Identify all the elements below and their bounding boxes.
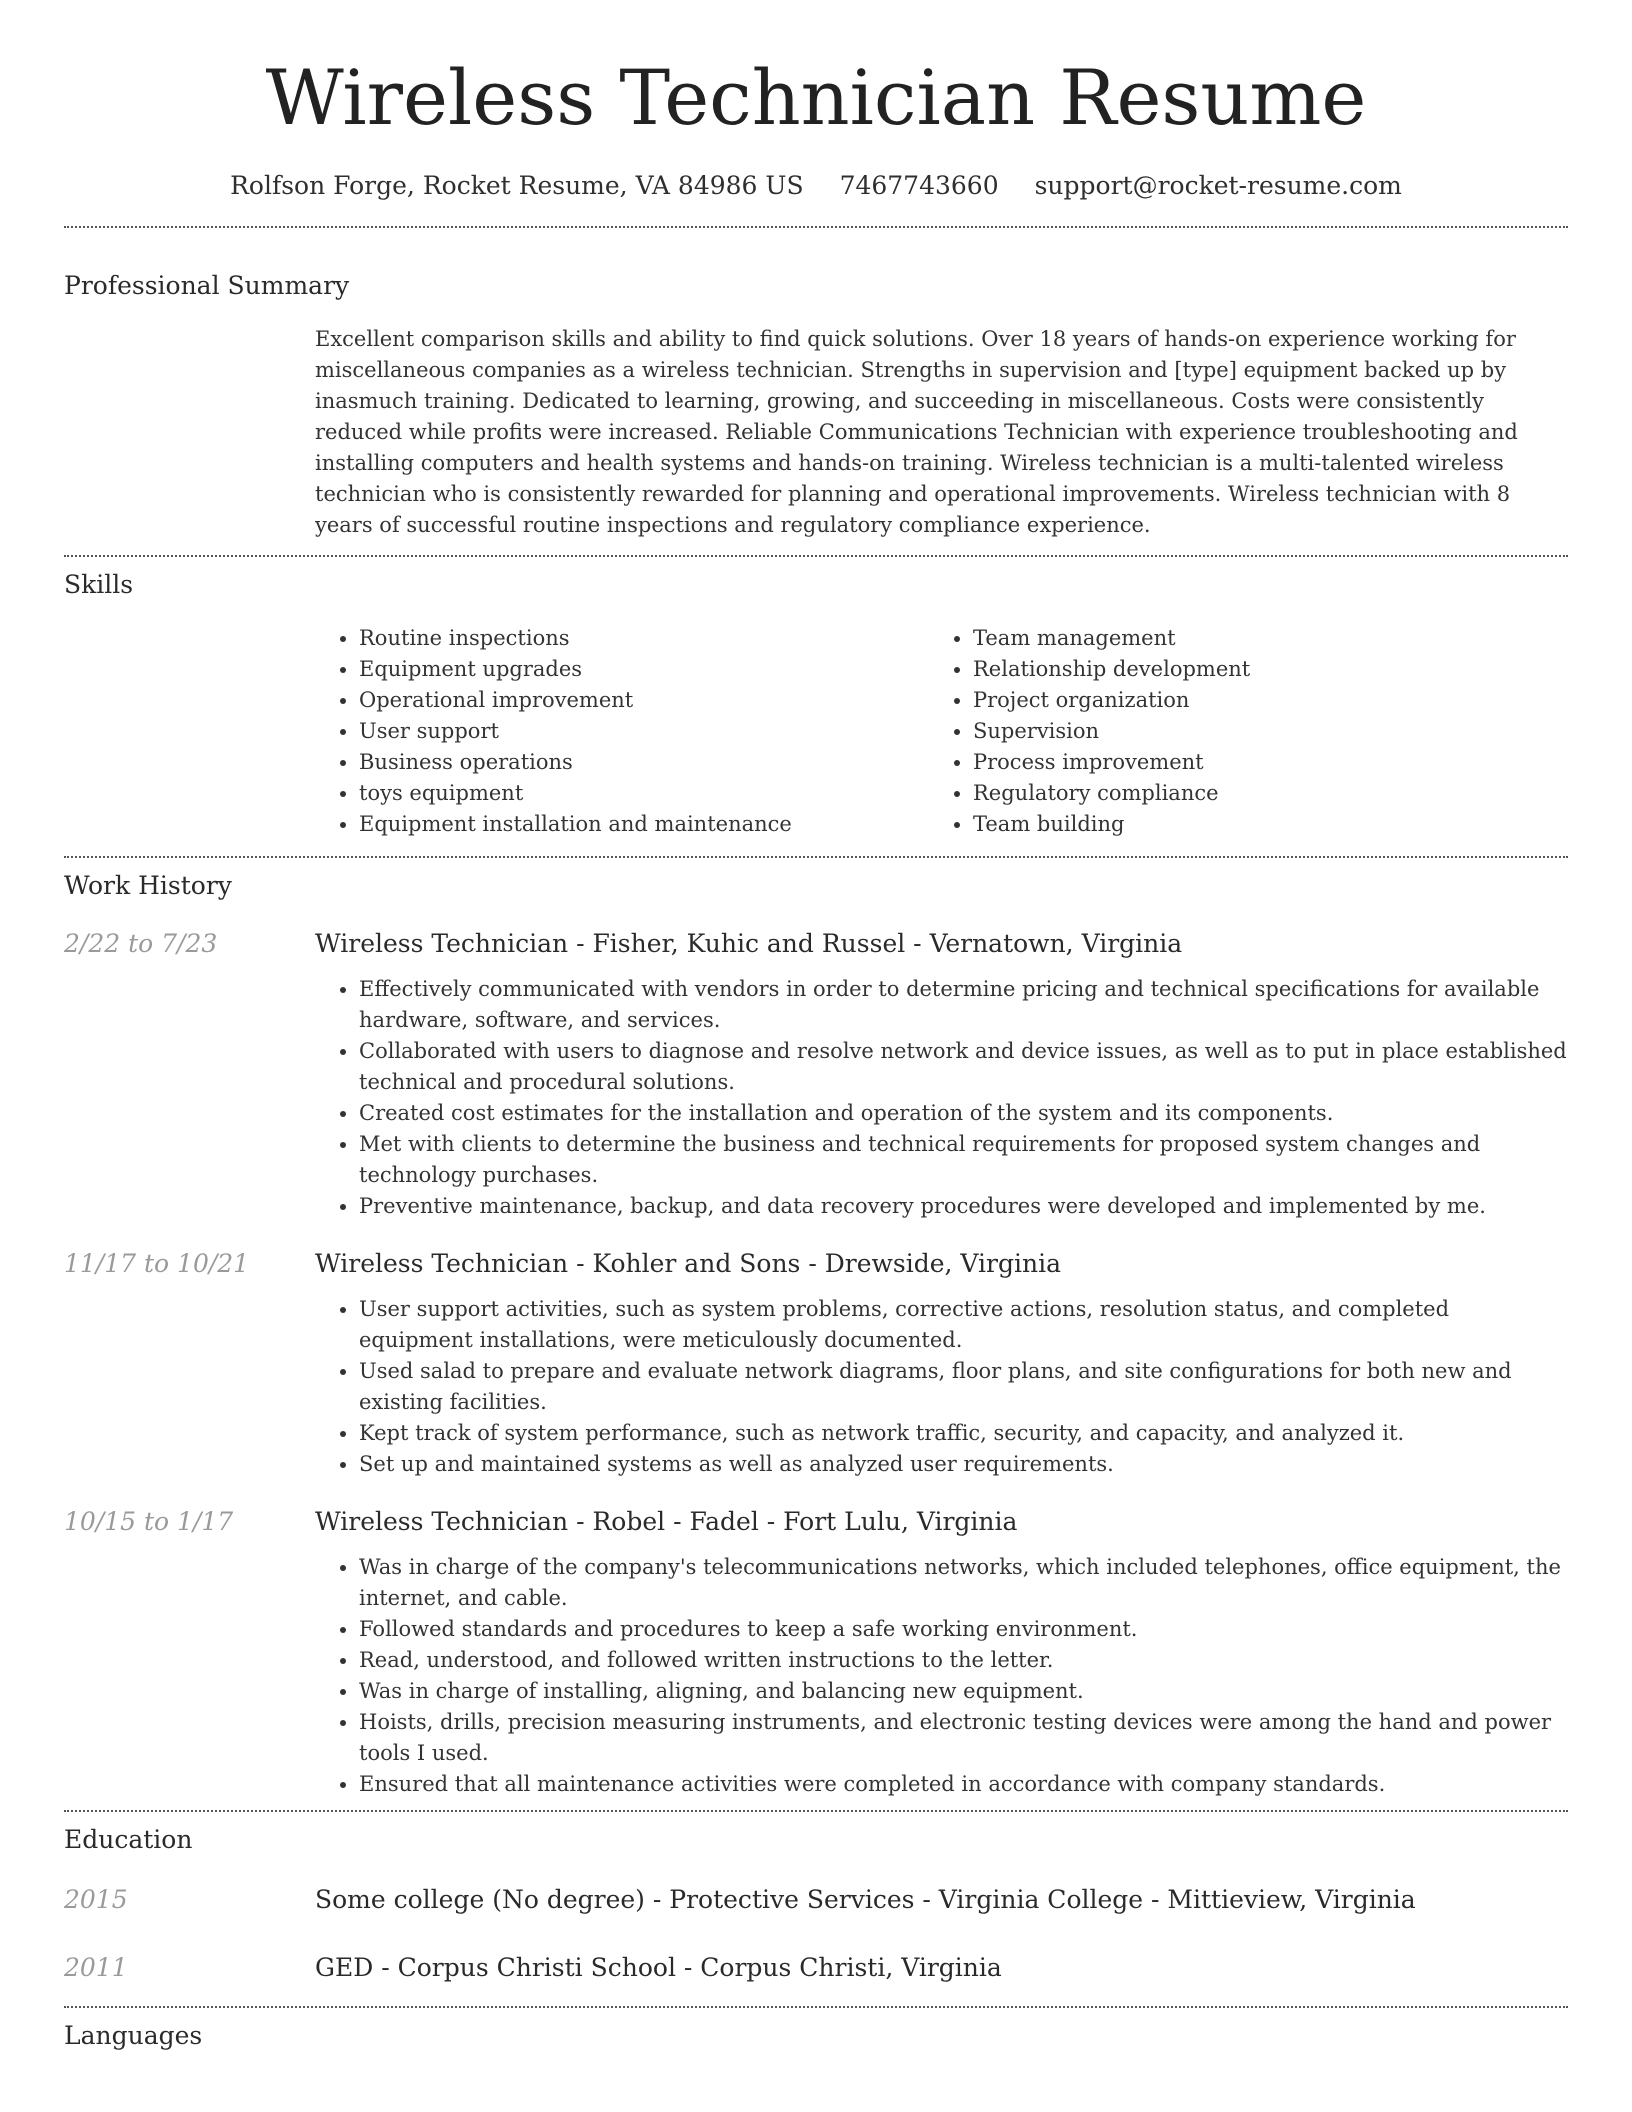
job-title: Wireless Technician - Kohler and Sons - Drewside, Virginia	[315, 1249, 1061, 1278]
contact-address: Rolfson Forge, Rocket Resume, VA 84986 US	[230, 171, 804, 200]
job-bullet: • Ensured that all maintenance activities were completed in accordance with company standards.	[359, 1769, 1568, 1800]
education-entry	[64, 1884, 1568, 1916]
skills-column-left	[315, 623, 929, 840]
skill-item: • Relationship development	[973, 654, 1543, 685]
work-history-heading: Work History	[64, 871, 232, 900]
job-bullets	[315, 974, 1568, 1222]
skill-item: • User support	[359, 716, 929, 747]
job-title: Wireless Technician - Robel - Fadel - Fort Lulu, Virginia	[315, 1507, 1018, 1536]
job-bullet: • Kept track of system performance, such as network traffic, security, and capacity, and analyzed it.	[359, 1418, 1568, 1449]
job-details	[315, 1506, 1568, 1800]
skills-list	[315, 623, 1568, 840]
education-details: Some college (No degree) - Protective Services - Virginia College - Mittieview, Virginia	[315, 1885, 1416, 1914]
job-bullet: • Set up and maintained systems as well as analyzed user requirements.	[359, 1449, 1568, 1480]
skill-item: • Team building	[973, 809, 1543, 840]
contact-email[interactable]: support@rocket-resume.com	[1034, 171, 1402, 200]
languages-heading: Languages	[64, 2021, 203, 2050]
skills-column-right	[929, 623, 1543, 840]
job-dates: 2/22 to 7/23	[64, 929, 218, 958]
skill-item: • Team management	[973, 623, 1543, 654]
job-details	[315, 928, 1568, 1222]
skill-item: • Project organization	[973, 685, 1543, 716]
skill-item: • Equipment upgrades	[359, 654, 929, 685]
section-divider	[64, 2006, 1568, 2008]
skill-item: • Process improvement	[973, 747, 1543, 778]
education-year: 2015	[64, 1885, 128, 1914]
job-dates: 10/15 to 1/17	[64, 1507, 234, 1536]
education-heading: Education	[64, 1825, 193, 1854]
skill-item: • Routine inspections	[359, 623, 929, 654]
job-bullet: • Created cost estimates for the installation and operation of the system and its components.	[359, 1098, 1568, 1129]
summary-text: Excellent comparison skills and ability to find quick solutions. Over 18 years of hands-on experience working for miscellaneous companies as a wireless technician. Strengths in supervision and [type] equipment backed up by inasmuch training. Dedicated to learning, growing, and succeeding in miscellaneous. Costs were consistently reduced while profits were increased. Reliable Communications Technician with experience troubleshooting and installing computers and health systems and hands-on training. Wireless technician is a multi-talented wireless technician who is consistently rewarded for planning and operational improvements. Wireless technician with 8 years of successful routine inspections and regulatory compliance experience.	[315, 327, 1518, 537]
job-details	[315, 1248, 1568, 1480]
job-bullets	[315, 1294, 1568, 1480]
skill-item: • toys equipment	[359, 778, 929, 809]
section-divider	[64, 555, 1568, 557]
section-divider	[64, 1810, 1568, 1812]
skill-item: • Supervision	[973, 716, 1543, 747]
job-entry	[64, 1248, 1568, 1480]
job-bullets	[315, 1552, 1568, 1800]
contact-line	[64, 170, 1568, 202]
contact-phone: 7467743660	[839, 171, 999, 200]
section-divider	[64, 226, 1568, 228]
resume-page	[64, 0, 1568, 2052]
job-bullet: • Hoists, drills, precision measuring instruments, and electronic testing devices were among the hand and power tools I used.	[359, 1707, 1568, 1769]
job-dates: 11/17 to 10/21	[64, 1249, 250, 1278]
job-bullet: • User support activities, such as system problems, corrective actions, resolution status, and completed equipment installations, were meticulously documented.	[359, 1294, 1568, 1356]
resume-title: Wireless Technician Resume	[265, 53, 1367, 142]
skill-item: • Equipment installation and maintenance	[359, 809, 929, 840]
job-bullet: • Collaborated with users to diagnose and resolve network and device issues, as well as to put in place established technical and procedural solutions.	[359, 1036, 1568, 1098]
education-details: GED - Corpus Christi School - Corpus Christi, Virginia	[315, 1953, 1002, 1982]
job-entry	[64, 928, 1568, 1222]
job-bullet: • Preventive maintenance, backup, and data recovery procedures were developed and implemented by me.	[359, 1191, 1568, 1222]
skill-item: • Regulatory compliance	[973, 778, 1543, 809]
skill-item: • Business operations	[359, 747, 929, 778]
job-bullet: • Read, understood, and followed written instructions to the letter.	[359, 1645, 1568, 1676]
job-bullet: • Followed standards and procedures to keep a safe working environment.	[359, 1614, 1568, 1645]
job-bullet: • Was in charge of installing, aligning, and balancing new equipment.	[359, 1676, 1568, 1707]
skill-item: • Operational improvement	[359, 685, 929, 716]
job-bullet: • Used salad to prepare and evaluate network diagrams, floor plans, and site configurations for both new and existing facilities.	[359, 1356, 1568, 1418]
education-year: 2011	[64, 1953, 128, 1982]
job-bullet: • Effectively communicated with vendors in order to determine pricing and technical specifications for available hardware, software, and services.	[359, 974, 1568, 1036]
summary-heading: Professional Summary	[64, 271, 350, 300]
job-bullet: • Met with clients to determine the business and technical requirements for proposed system changes and technology purchases.	[359, 1129, 1568, 1191]
skills-heading: Skills	[64, 570, 134, 599]
section-divider	[64, 856, 1568, 858]
job-entry	[64, 1506, 1568, 1800]
job-bullet: • Was in charge of the company's telecommunications networks, which included telephones, office equipment, the internet, and cable.	[359, 1552, 1568, 1614]
education-entry	[64, 1952, 1568, 1984]
job-title: Wireless Technician - Fisher, Kuhic and Russel - Vernatown, Virginia	[315, 929, 1183, 958]
